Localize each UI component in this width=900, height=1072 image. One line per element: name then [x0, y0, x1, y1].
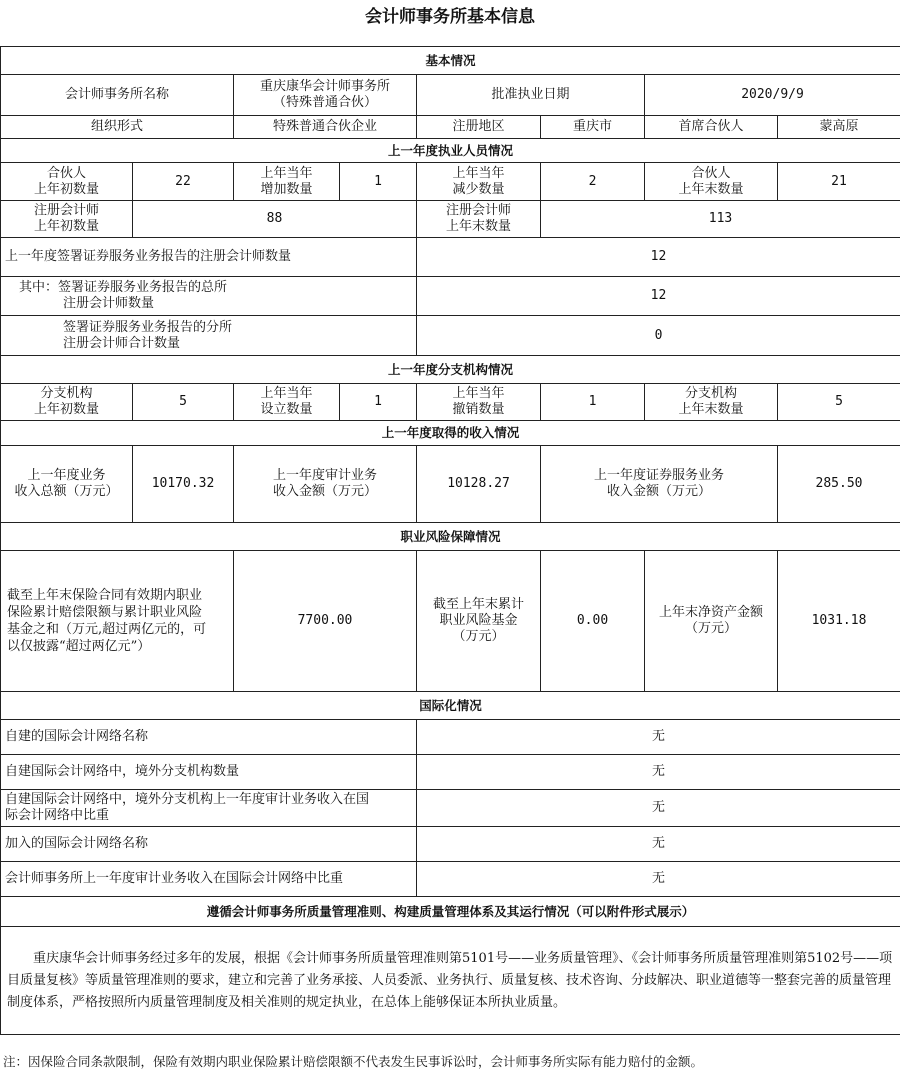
branch-set-label-l1: 上年当年 — [260, 386, 313, 401]
firm-name-line2: （特殊普通合伙） — [272, 95, 377, 110]
branch-end-label — [645, 384, 778, 421]
branch-begin-label-l2: 上年初数量 — [33, 402, 99, 417]
income-audit-label — [234, 446, 417, 523]
section-header-income: 上一年度取得的收入情况 — [1, 421, 900, 446]
insurance-label-l2: 保险累计赔偿限额与累计职业风险 — [7, 605, 203, 620]
increase-value: 1 — [340, 163, 417, 201]
branch-set-label — [234, 384, 340, 421]
risk-fund-value: 0.00 — [541, 551, 645, 692]
income-total-label — [1, 446, 133, 523]
decrease-label-l2: 减少数量 — [452, 181, 505, 197]
increase-label-l2: 增加数量 — [260, 181, 313, 197]
partners-end-label — [645, 163, 778, 201]
net-assets-value: 1031.18 — [778, 551, 900, 692]
partners-end-label-l2: 上年末数量 — [678, 181, 744, 197]
footnote: 注：因保险合同条款限制，保险有效期内职业保险累计赔偿限额不代表发生民事诉讼时，会计师事务所实际有能力赔付的金额。 — [3, 1054, 704, 1069]
cpa-begin-value: 88 — [133, 201, 417, 238]
quality-description: 重庆康华会计师事务经过多年的发展，根据《会计师事务所质量管理准则第5101号——业务质量管理》、《会计师事务所质量管理准则第5102号——项目质量复核》等质量管理准则的要求，建立和完善了业务承接、人员委派、业务执行、质量复核、技术咨询、分歧解决、职业道德等一整套完善的质量管理制度体系，严格按照所内质量管理制度及相关准则的规定执业，在总体上能够保证本所执业质量。 — [1, 927, 900, 1035]
region-value: 重庆市 — [541, 116, 645, 139]
chief-partner-value: 蒙高原 — [778, 116, 900, 139]
section-header-staff: 上一年度执业人员情况 — [1, 139, 900, 163]
intl-row-label: 自建国际会计网络中，境外分支机构数量 — [1, 755, 417, 790]
hq-cpa-value: 12 — [417, 277, 900, 316]
section-header-basic: 基本情况 — [1, 47, 900, 75]
approval-date-value: 2020/9/9 — [645, 75, 900, 116]
org-form-label: 组织形式 — [1, 116, 234, 139]
branch-revoke-value: 1 — [541, 384, 645, 421]
branch-end-label-l2: 上年末数量 — [678, 402, 744, 417]
firm-info-table — [0, 46, 900, 1035]
income-total-value: 10170.32 — [133, 446, 234, 523]
firm-name-label: 会计师事务所名称 — [1, 75, 234, 116]
chief-partner-label: 首席合伙人 — [645, 116, 778, 139]
income-securities-value: 285.50 — [778, 446, 900, 523]
risk-fund-label — [417, 551, 541, 692]
branch-revoke-label — [417, 384, 541, 421]
intl-row-value: 无 — [417, 862, 900, 897]
branch-cpa-value: 0 — [417, 316, 900, 356]
section-header-quality: 遵循会计师事务所质量管理准则、构建质量管理体系及其运行情况（可以附件形式展示） — [1, 897, 900, 927]
signing-cpa-label: 上一年度签署证券服务业务报告的注册会计师数量 — [1, 238, 417, 277]
income-audit-value: 10128.27 — [417, 446, 541, 523]
insurance-label-l3: 基金之和（万元,超过两亿元的，可 — [7, 622, 207, 637]
income-audit-label-l1: 上一年度审计业务 — [272, 468, 377, 483]
net-assets-label-l1: 上年末净资产金额 — [658, 605, 763, 620]
risk-fund-label-l2: 职业风险基金 — [439, 613, 518, 628]
branch-revoke-label-l1: 上年当年 — [452, 386, 505, 401]
firm-name-line1: 重庆康华会计师事务所 — [259, 79, 390, 94]
branch-end-value: 5 — [778, 384, 900, 421]
branch-set-value: 1 — [340, 384, 417, 421]
cpa-end-value: 113 — [541, 201, 900, 238]
signing-cpa-value: 12 — [417, 238, 900, 277]
income-securities-label-l1: 上一年度证券服务业务 — [593, 468, 724, 483]
section-header-intl: 国际化情况 — [1, 692, 900, 720]
cpa-begin-label-l1: 注册会计师 — [33, 203, 99, 218]
decrease-value: 2 — [541, 163, 645, 201]
branch-begin-label — [1, 384, 133, 421]
intl-row-label: 自建的国际会计网络名称 — [1, 720, 417, 755]
net-assets-label — [645, 551, 778, 692]
insurance-value: 7700.00 — [234, 551, 417, 692]
intl-row-label: 加入的国际会计网络名称 — [1, 827, 417, 862]
insurance-label-l1: 截至上年末保险合同有效期内职业 — [7, 588, 203, 603]
region-label: 注册地区 — [417, 116, 541, 139]
hq-cpa-label-l2: 注册会计师数量 — [63, 296, 155, 311]
decrease-label-l1: 上年当年 — [452, 165, 505, 181]
risk-fund-label-l1: 截至上年末累计 — [432, 597, 524, 612]
income-securities-label-l2: 收入金额（万元） — [606, 484, 711, 499]
insurance-label-l4: 以仅披露“超过两亿元”） — [7, 639, 151, 654]
risk-fund-label-l3: （万元） — [452, 629, 505, 644]
intl-row-label — [1, 790, 417, 827]
firm-name-value — [234, 75, 417, 116]
partners-end-value: 21 — [778, 163, 900, 201]
approval-date-label: 批准执业日期 — [417, 75, 645, 116]
net-assets-label-l2: （万元） — [684, 621, 737, 636]
intl-row-value: 无 — [417, 790, 900, 827]
branch-cpa-label-l2: 注册会计师合计数量 — [63, 335, 181, 351]
org-form-value: 特殊普通合伙企业 — [234, 116, 417, 139]
intl-row-value: 无 — [417, 827, 900, 862]
branch-end-label-l1: 分支机构 — [684, 386, 737, 401]
branch-cpa-label-l1: 签署证券服务业务报告的分所 — [63, 319, 233, 335]
branch-begin-label-l1: 分支机构 — [40, 386, 93, 401]
cpa-begin-label — [1, 201, 133, 238]
partners-begin-label-l1: 合伙人 — [46, 165, 86, 181]
intl-row-value: 无 — [417, 720, 900, 755]
cpa-end-label-l1: 注册会计师 — [445, 203, 511, 218]
partners-begin-label — [1, 163, 133, 201]
increase-label — [234, 163, 340, 201]
hq-cpa-label — [1, 277, 417, 316]
intl-row-label-l1: 自建国际会计网络中，境外分支机构上一年度审计业务收入在国 — [5, 792, 370, 807]
branch-set-label-l2: 设立数量 — [260, 402, 313, 417]
section-header-risk: 职业风险保障情况 — [1, 523, 900, 551]
income-total-label-l1: 上一年度业务 — [27, 468, 106, 483]
intl-row-value: 无 — [417, 755, 900, 790]
partners-begin-value: 22 — [133, 163, 234, 201]
page-title: 会计师事务所基本信息 — [365, 7, 535, 27]
hq-cpa-label-l1: 其中：签署证券服务业务报告的总所 — [19, 280, 228, 295]
insurance-label — [1, 551, 234, 692]
income-audit-label-l2: 收入金额（万元） — [272, 484, 377, 499]
branch-cpa-label — [1, 316, 417, 356]
increase-label-l1: 上年当年 — [260, 165, 313, 181]
income-securities-label — [541, 446, 778, 523]
branch-revoke-label-l2: 撤销数量 — [452, 402, 505, 417]
partners-begin-label-l2: 上年初数量 — [33, 181, 99, 197]
partners-end-label-l1: 合伙人 — [691, 165, 731, 181]
cpa-end-label — [417, 201, 541, 238]
section-header-branch: 上一年度分支机构情况 — [1, 356, 900, 384]
decrease-label — [417, 163, 541, 201]
intl-row-label-l2: 际会计网络中比重 — [5, 808, 110, 823]
cpa-begin-label-l2: 上年初数量 — [33, 219, 99, 234]
branch-begin-value: 5 — [133, 384, 234, 421]
income-total-label-l2: 收入总额（万元） — [14, 484, 119, 499]
cpa-end-label-l2: 上年末数量 — [445, 219, 511, 234]
intl-row-label: 会计师事务所上一年度审计业务收入在国际会计网络中比重 — [1, 862, 417, 897]
